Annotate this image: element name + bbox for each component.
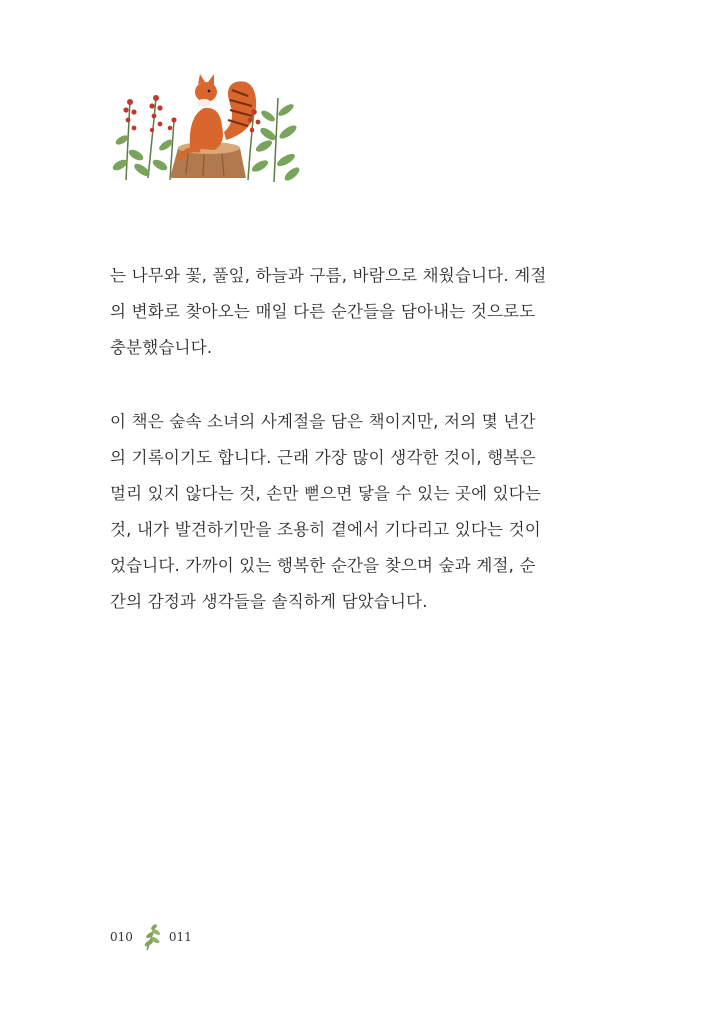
text-line: 간의 감정과 생각들을 솔직하게 담았습니다. [110, 592, 428, 611]
text-line: 이 책은 숲속 소녀의 사계절을 담은 책이지만, 저의 몇 년간 [110, 412, 536, 431]
page-footer [110, 922, 192, 952]
text-line: 의 변화로 찾아오는 매일 다른 순간들을 담아내는 것으로도 [110, 302, 536, 321]
right-page-number: 011 [168, 930, 192, 944]
text-line: 멀리 있지 않다는 것, 손만 뻗으면 닿을 수 있는 곳에 있다는 [110, 484, 542, 503]
text-line: 었습니다. 가까이 있는 행복한 순간을 찾으며 숲과 계절, 순 [110, 556, 536, 575]
left-page-number: 010 [110, 930, 133, 944]
text-line: 충분했습니다. [110, 338, 213, 357]
body-text [110, 258, 580, 620]
squirrel-illustration [108, 70, 304, 186]
leaf-sprig-icon [139, 923, 163, 951]
text-line: 것, 내가 발견하기만을 조용히 곁에서 기다리고 있다는 것이 [110, 520, 541, 539]
squirrel-on-stump-icon [108, 70, 304, 186]
text-line: 는 나무와 꽃, 풀잎, 하늘과 구름, 바람으로 채웠습니다. 계절 [110, 266, 547, 285]
paragraph [110, 404, 580, 620]
text-line: 의 기록이기도 합니다. 근래 가장 많이 생각한 것이, 행복은 [110, 448, 536, 467]
paragraph [110, 258, 580, 366]
